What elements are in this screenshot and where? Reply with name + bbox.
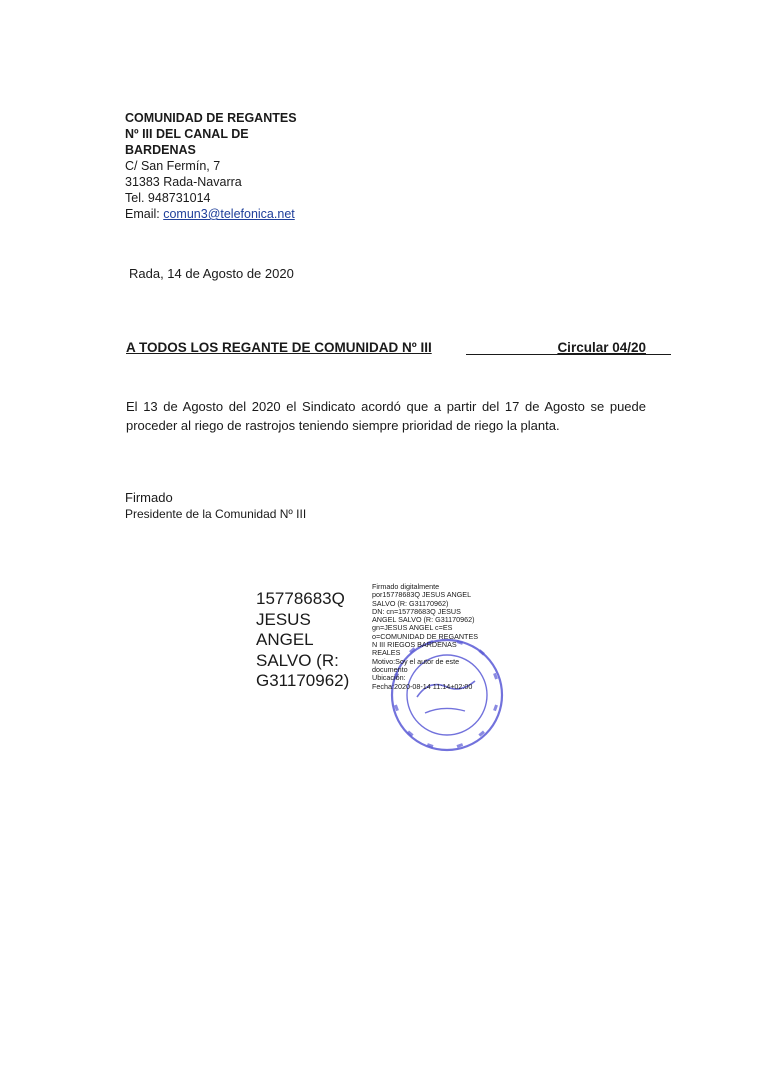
headline-title: A TODOS LOS REGANTE DE COMUNIDAD Nº III: [126, 340, 432, 355]
org-email-row: [125, 206, 297, 222]
signature-detail-line: o=COMUNIDAD DE REGANTES: [372, 631, 479, 641]
signature-detail-line: Firmado digitalmente: [372, 582, 440, 591]
org-address: C/ San Fermín, 7: [125, 159, 221, 173]
signer-name: [256, 589, 349, 692]
signature-detail-line: Ubicación:: [372, 673, 406, 683]
org-name-line-3: BARDENAS: [125, 143, 196, 157]
signature-detail-line: Fecha:2020-08-14 11:14+02:00: [372, 681, 473, 691]
signer-name-line: ANGEL: [256, 630, 314, 649]
circular-number: Circular 04/20: [557, 340, 646, 355]
email-link[interactable]: comun3@telefonica.net: [163, 207, 295, 221]
sender-block: [125, 110, 297, 222]
signature-detail-line: Motivo:Soy el autor de este: [372, 656, 460, 666]
letter-date: Rada, 14 de Agosto de 2020: [129, 266, 294, 281]
signature-detail-line: documento: [372, 664, 408, 674]
signature-detail-line: SALVO (R: G31170962): [372, 598, 449, 608]
signature-detail-line: ANGEL SALVO (R: G31170962): [372, 615, 475, 625]
signer-name-line: G31170962): [256, 671, 350, 690]
signed-label: Firmado: [125, 490, 173, 505]
headline-row: [126, 340, 646, 360]
signature-detail-line: DN: cn=15778683Q JESUS: [372, 606, 461, 616]
signer-name-line: SALVO (R:: [256, 650, 339, 670]
org-tel: Tel. 948731014: [125, 191, 211, 205]
signature-detail-line: por15778683Q JESUS ANGEL: [372, 590, 472, 600]
email-label: Email:: [125, 207, 160, 221]
body-paragraph: El 13 de Agosto del 2020 el Sindicato acordó que a partir del 17 de Agosto se puede proceder al riego de rastrojos teniendo siempre prioridad de riego la planta.: [126, 399, 646, 433]
signer-name-line: 15778683Q: [256, 589, 345, 608]
digital-signature-details: [372, 583, 478, 691]
president-label: Presidente de la Comunidad Nº III: [125, 507, 307, 521]
org-name-line-2: Nº III DEL CANAL DE: [125, 127, 249, 141]
org-postal: 31383 Rada-Navarra: [125, 175, 242, 189]
signature-detail-line: N III RIEGOS BARDENAS: [372, 640, 457, 650]
signature-detail-line: REALES: [372, 648, 401, 658]
signature-detail-line: gn=JESUS ANGEL c=ES: [372, 623, 453, 633]
signer-name-line: JESUS: [256, 609, 311, 629]
org-name-line-1: COMUNIDAD DE REGANTES: [125, 111, 297, 125]
